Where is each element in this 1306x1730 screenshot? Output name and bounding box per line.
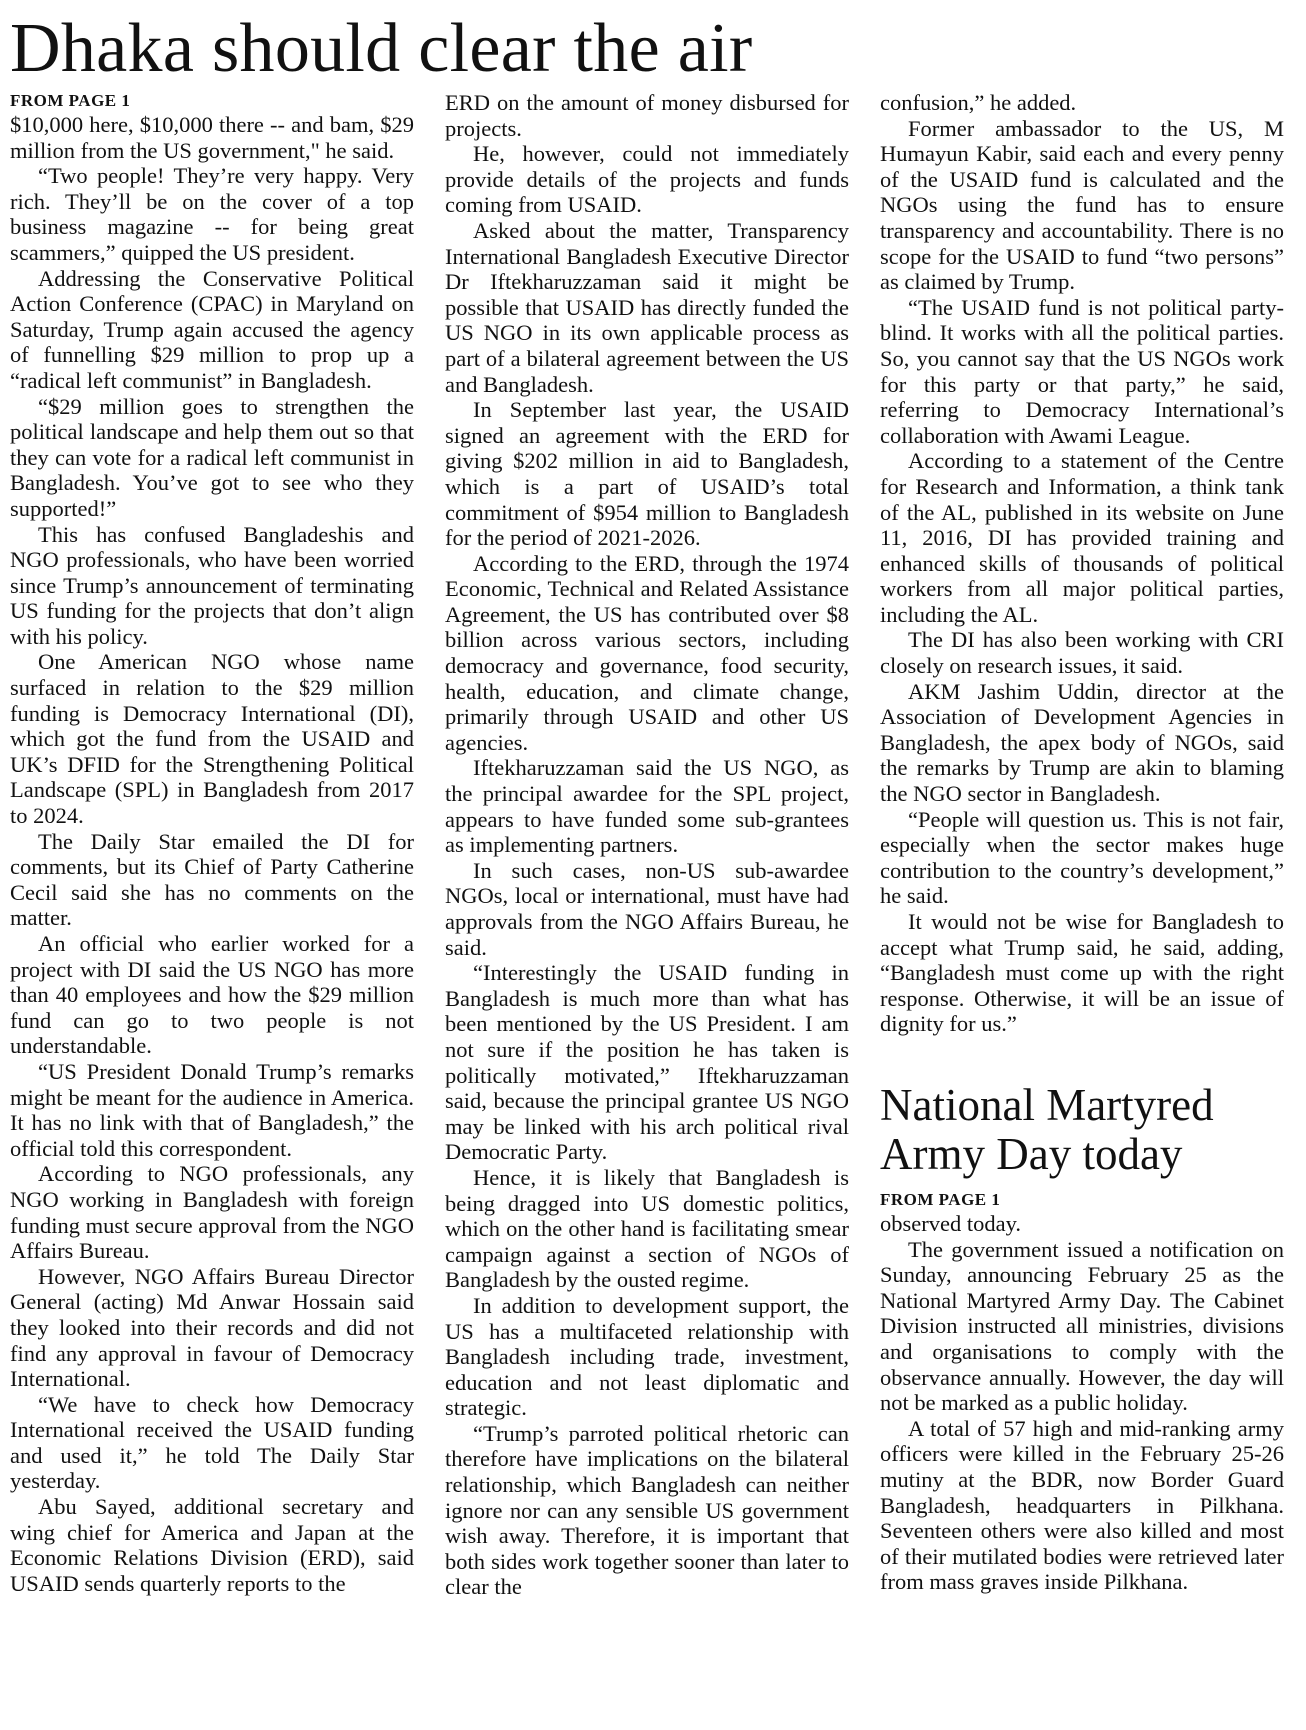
paragraph: “People will question us. This is not fair, especially when the sector makes huge contribution to the country’s development,” he said. [880,806,1284,909]
paragraph: A total of 57 high and mid-ranking army officers were killed in the February 25-26 mutiny at the BDR, now Border Guard Bangladesh, headquarters in Pilkhana. Seventeen others were also killed and most of their mutilated bodies were retrieved later from mass graves inside Pilkhana. [880,1415,1284,1595]
paragraph: One American NGO whose name surfaced in relation to the $29 million funding is Democracy International (DI), which got the fund from the USAID and UK’s DFID for the Strengthening Political Landscape (SPL) in Bangladesh from 2017 to 2024. [10,649,414,829]
paragraph: $10,000 here, $10,000 there -- and bam, $29 million from the US government," he said. [10,112,414,163]
paragraph: The Daily Star emailed the DI for comments, but its Chief of Party Catherine Cecil said she has no comments on the matter. [10,828,414,931]
paragraph: It would not be wise for Bangladesh to accept what Trump said, he said, adding, “Bangladesh must come up with the right response. Otherwise, it will be an issue of dignity for us.” [880,909,1284,1037]
paragraph: Iftekharuzzaman said the US NGO, as the principal awardee for the SPL project, appears to have funded some sub-grantees as implementing partners. [445,755,849,858]
paragraph: Abu Sayed, additional secretary and wing chief for America and Japan at the Economic Relations Division (ERD), said USAID sends quarterly reports to the [10,1494,414,1596]
paragraph: “Interestingly the USAID funding in Bangladesh is much more than what has been mentioned by the US President. I am not sure if the position he has taken is politically motivated,” Iftekharuzzaman said, because the principal grantee US NGO may be linked with his arch political rival Democratic Party. [445,960,849,1165]
paragraph: This has confused Bangladeshis and NGO professionals, who have been worried since Trump’s announcement of terminating US funding for the projects that don’t align with his policy. [10,521,414,649]
paragraph: “Trump’s parroted political rhetoric can therefore have implications on the bilateral relationship, which Bangladesh can neither ignore nor can any sensible US government wish away. Therefore, it is important that both sides work together sooner than later to clear the [445,1420,849,1600]
article-columns [10,90,1292,1600]
paragraph: ERD on the amount of money disbursed for projects. [445,90,849,141]
column-3 [880,90,1284,1600]
paragraph: In September last year, the USAID signed an agreement with the ERD for giving $202 million in aid to Bangladesh, which is a part of USAID’s total commitment of $954 million to Bangladesh for the period of 2021-2026. [445,397,849,551]
paragraph: In such cases, non-US sub-awardee NGOs, local or international, must have had approvals from the NGO Affairs Bureau, he said. [445,857,849,960]
main-headline: Dhaka should clear the air [10,10,753,87]
paragraph: “The USAID fund is not political party-blind. It works with all the political parties. So, you cannot say that the US NGOs work for this party or that party,” he said, referring to Democracy International’s collaboration with Awami League. [880,294,1284,448]
paragraph: According to a statement of the Centre for Research and Information, a think tank of the AL, published in its website on June 11, 2016, DI has provided training and enhanced skills of thousands of political workers from all major political parties, including the AL. [880,448,1284,627]
second-headline: National Martyred Army Day today [880,1079,1214,1179]
paragraph: According to NGO professionals, any NGO working in Bangladesh with foreign funding must secure approval from the NGO Affairs Bureau. [10,1161,414,1264]
paragraph: Former ambassador to the US, M Humayun Kabir, said each and every penny of the USAID fund is calculated and the NGOs using the fund has to ensure transparency and accountability. There is no scope for the USAID to fund “two persons” as claimed by Trump. [880,115,1284,295]
from-page-label-2: FROM PAGE 1 [880,1189,1001,1209]
paragraph: observed today. [880,1210,1021,1236]
paragraph: The government issued a notification on Sunday, announcing February 25 as the National Martyred Army Day. The Cabinet Division instructed all ministries, divisions and organisations to comply with the observance annually. However, the day will not be marked as a public holiday. [880,1236,1284,1416]
column-1 [10,90,414,1600]
paragraph: “We have to check how Democracy International received the USAID funding and used it,” he told The Daily Star yesterday. [10,1391,414,1494]
paragraph: According to the ERD, through the 1974 Economic, Technical and Related Assistance Agreement, the US has contributed over $8 billion across various sectors, including democracy and governance, food security, health, education, and climate change, primarily through USAID and other US agencies. [445,550,849,755]
paragraph: Hence, it is likely that Bangladesh is being dragged into US domestic politics, which on the other hand is facilitating smear campaign against a section of NGOs of Bangladesh by the ousted regime. [445,1164,849,1293]
column-2 [445,90,849,1600]
from-page-label: FROM PAGE 1 [10,91,131,110]
paragraph: AKM Jashim Uddin, director at the Association of Development Agencies in Bangladesh, the apex body of NGOs, said the remarks by Trump are akin to blaming the NGO sector in Bangladesh. [880,678,1284,807]
paragraph: “US President Donald Trump’s remarks might be meant for the audience in America. It has no link with that of Bangladesh,” the official told this correspondent. [10,1058,414,1161]
paragraph: confusion,” he added. [880,90,1077,115]
paragraph: However, NGO Affairs Bureau Director General (acting) Md Anwar Hossain said they looked into their records and did not find any approval in favour of Democracy International. [10,1263,414,1392]
paragraph: He, however, could not immediately provide details of the projects and funds coming from USAID. [445,141,849,218]
paragraph: Addressing the Conservative Political Action Conference (CPAC) in Maryland on Saturday, Trump again accused the agency of funnelling $29 million to prop up a “radical left communist” in Bangladesh. [10,265,414,393]
paragraph: In addition to development support, the US has a multifaceted relationship with Bangladesh including trade, investment, education and not least diplomatic and strategic. [445,1292,849,1421]
paragraph: “$29 million goes to strengthen the political landscape and help them out so that they can vote for a radical left communist in Bangladesh. You’ve got to see who they supported!” [10,393,414,521]
paragraph: An official who earlier worked for a project with DI said the US NGO has more than 40 employees and how the $29 million fund can go to two people is not understandable. [10,931,414,1059]
paragraph: The DI has also been working with CRI closely on research issues, it said. [880,627,1284,679]
paragraph: “Two people! They’re very happy. Very rich. They’ll be on the cover of a top business magazine -- for being great scammers,” quipped the US president. [10,163,414,265]
paragraph: Asked about the matter, Transparency International Bangladesh Executive Director Dr Iftekharuzzaman said it might be possible that USAID has directly funded the US NGO in its own applicable process as part of a bilateral agreement between the US and Bangladesh. [445,217,849,397]
